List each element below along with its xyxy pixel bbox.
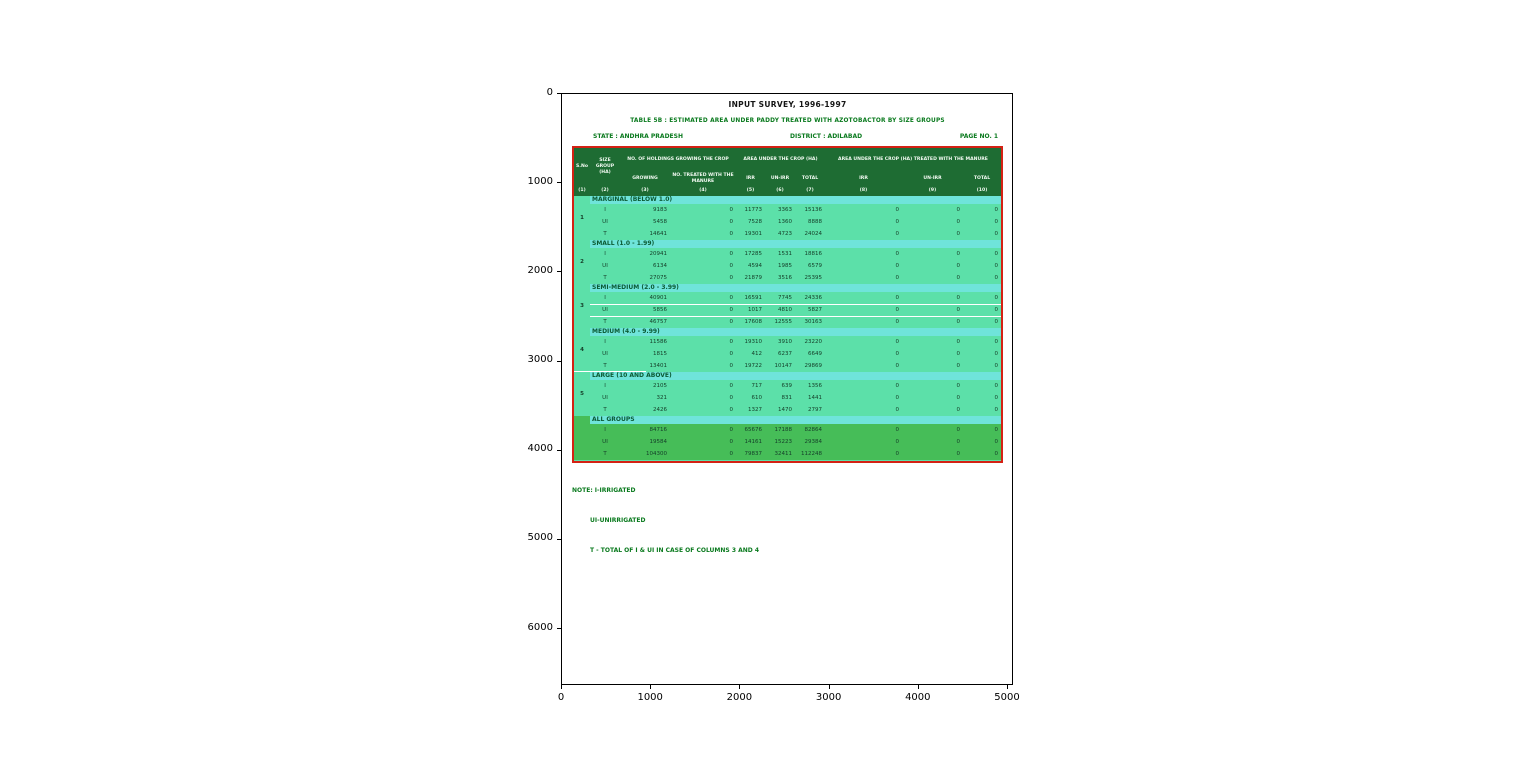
x-tick-label: 1000 bbox=[637, 692, 663, 703]
table-cell: 0 bbox=[994, 219, 998, 225]
table-cell: 1985 bbox=[778, 263, 792, 269]
x-tick-label: 3000 bbox=[815, 692, 842, 703]
x-tick-label: 2000 bbox=[726, 692, 753, 703]
size-group-section bbox=[574, 240, 1001, 284]
table-row bbox=[590, 404, 1001, 416]
table-cell: 0 bbox=[729, 395, 733, 401]
table-cell: 0 bbox=[994, 275, 998, 281]
table-cell: 0 bbox=[956, 351, 960, 357]
row-type-label: UI bbox=[602, 395, 608, 401]
header-column-number: (7) bbox=[806, 188, 814, 194]
row-type-label: UI bbox=[602, 439, 608, 445]
table-cell: 6649 bbox=[808, 351, 822, 357]
table-cell: 0 bbox=[729, 263, 733, 269]
table-cell: 0 bbox=[956, 319, 960, 325]
table-cell: 1470 bbox=[778, 407, 792, 413]
table-cell: 412 bbox=[751, 351, 762, 357]
table-cell: 0 bbox=[729, 219, 733, 225]
table-cell: 0 bbox=[994, 339, 998, 345]
size-group-label: SMALL (1.0 - 1.99) bbox=[590, 240, 1001, 248]
table-cell: 0 bbox=[956, 231, 960, 237]
note-line: T - TOTAL OF I & UI IN CASE OF COLUMNS 3 AND 4 bbox=[590, 547, 760, 554]
y-tick-label: 3000 bbox=[527, 354, 553, 365]
table-row bbox=[590, 360, 1001, 372]
table-cell: 5458 bbox=[653, 219, 667, 225]
table-cell: 0 bbox=[895, 351, 899, 357]
header-column-number: (10) bbox=[976, 188, 988, 194]
table-cell: 610 bbox=[751, 395, 762, 401]
table-cell: 0 bbox=[729, 407, 733, 413]
table-cell: 0 bbox=[994, 263, 998, 269]
row-type-label: T bbox=[603, 363, 607, 369]
header-column-number: (5) bbox=[746, 188, 755, 194]
header-unirr-2: UN-IRR bbox=[923, 176, 942, 182]
x-tick-label: 4000 bbox=[905, 692, 931, 703]
table-cell: 0 bbox=[729, 451, 733, 457]
header-total: TOTAL bbox=[801, 176, 819, 182]
table-cell: 0 bbox=[956, 207, 960, 213]
header-area-treated-group: AREA UNDER THE CROP (HA) TREATED WITH THE MANURE bbox=[838, 157, 988, 163]
table-cell: 0 bbox=[956, 427, 960, 433]
table-cell: 11586 bbox=[649, 339, 667, 345]
table-cell: 0 bbox=[994, 231, 998, 237]
table-cell: 0 bbox=[994, 307, 998, 313]
table-cell: 0 bbox=[956, 407, 960, 413]
table-cell: 1327 bbox=[748, 407, 762, 413]
table-cell: 6579 bbox=[808, 263, 822, 269]
header-column-number: (6) bbox=[776, 188, 784, 194]
size-group-label: MARGINAL (BELOW 1.0) bbox=[590, 196, 1001, 204]
header-irr-2: IRR bbox=[859, 176, 868, 182]
header-total-2: TOTAL bbox=[973, 176, 991, 182]
table-cell: 0 bbox=[729, 231, 733, 237]
table-cell: 0 bbox=[729, 351, 733, 357]
size-group-section bbox=[574, 196, 1001, 240]
header-holdings-group: NO. OF HOLDINGS GROWING THE CROP bbox=[627, 157, 729, 163]
header-column-number: (4) bbox=[699, 188, 707, 194]
table-cell: 0 bbox=[956, 219, 960, 225]
table-cell: 2426 bbox=[653, 407, 667, 413]
table-cell: 1531 bbox=[778, 251, 792, 257]
table-cell: 0 bbox=[994, 439, 998, 445]
serial-number: 1 bbox=[574, 196, 590, 240]
table-cell: 0 bbox=[956, 439, 960, 445]
table-cell: 1017 bbox=[748, 307, 762, 313]
x-tick-mark bbox=[561, 685, 562, 689]
table-cell: 0 bbox=[994, 395, 998, 401]
table-cell: 15136 bbox=[804, 207, 822, 213]
table-cell: 16591 bbox=[744, 295, 762, 301]
table-cell: 717 bbox=[751, 383, 762, 389]
table-cell: 0 bbox=[994, 427, 998, 433]
table-cell: 6134 bbox=[653, 263, 667, 269]
x-tick-mark bbox=[829, 685, 830, 689]
size-group-label: MEDIUM (4.0 - 9.99) bbox=[590, 328, 1001, 336]
header-area-group: AREA UNDER THE CROP (HA) bbox=[743, 157, 818, 163]
serial-number: 2 bbox=[574, 240, 590, 284]
table-cell: 0 bbox=[895, 251, 899, 257]
table-cell: 0 bbox=[729, 427, 733, 433]
table-row bbox=[590, 316, 1001, 328]
header-sno: S.No bbox=[575, 164, 589, 170]
table-cell: 0 bbox=[729, 339, 733, 345]
table-cell: 0 bbox=[895, 219, 899, 225]
table-cell: 0 bbox=[994, 207, 998, 213]
row-type-label: T bbox=[603, 451, 607, 457]
table-cell: 7528 bbox=[748, 219, 762, 225]
size-group-section bbox=[574, 416, 1001, 460]
table-row bbox=[590, 392, 1001, 404]
table-cell: 0 bbox=[729, 295, 733, 301]
header-treated: NO. TREATED WITH THE MANURE bbox=[672, 173, 734, 184]
table-cell: 0 bbox=[994, 295, 998, 301]
size-group-section bbox=[574, 328, 1001, 372]
header-unirr: UN-IRR bbox=[770, 176, 790, 182]
table-cell: 0 bbox=[729, 275, 733, 281]
table-cell: 104300 bbox=[646, 451, 667, 457]
table-cell: 15223 bbox=[774, 439, 792, 445]
row-type-label: I bbox=[604, 427, 606, 433]
table-cell: 24336 bbox=[804, 295, 822, 301]
table-cell: 0 bbox=[895, 263, 899, 269]
district-label: DISTRICT : ADILABAD bbox=[790, 133, 863, 140]
row-type-label: T bbox=[603, 275, 607, 281]
table-cell: 0 bbox=[956, 307, 960, 313]
y-tick-label: 0 bbox=[546, 86, 553, 98]
table-cell: 32411 bbox=[774, 451, 792, 457]
table-cell: 0 bbox=[956, 251, 960, 257]
y-tick-mark bbox=[557, 539, 561, 540]
table-cell: 9183 bbox=[653, 207, 667, 213]
table-cell: 4594 bbox=[748, 263, 762, 269]
table-row bbox=[590, 380, 1001, 392]
table-cell: 0 bbox=[994, 451, 998, 457]
table-cell: 19301 bbox=[744, 231, 762, 237]
table-row bbox=[590, 292, 1001, 304]
row-type-label: UI bbox=[602, 219, 608, 225]
table-cell: 40901 bbox=[649, 295, 667, 301]
x-tick-label: 0 bbox=[557, 692, 565, 703]
table-cell: 4723 bbox=[778, 231, 792, 237]
header-size-group: SIZE GROUP (HA) bbox=[595, 158, 615, 175]
y-tick-mark bbox=[557, 271, 561, 272]
note-line: UI-UNIRRIGATED bbox=[590, 517, 646, 524]
table-cell: 0 bbox=[956, 263, 960, 269]
x-tick-mark bbox=[650, 685, 651, 689]
serial-number: 4 bbox=[574, 328, 590, 372]
table-cell: 29869 bbox=[804, 363, 822, 369]
table-cell: 7745 bbox=[778, 295, 792, 301]
table-cell: 19722 bbox=[744, 363, 762, 369]
table-cell: 0 bbox=[729, 439, 733, 445]
y-tick-label: 1000 bbox=[527, 175, 553, 187]
table-cell: 19310 bbox=[744, 339, 762, 345]
row-type-label: UI bbox=[602, 307, 608, 313]
table-row bbox=[590, 424, 1001, 436]
table-cell: 2797 bbox=[808, 407, 822, 413]
table-cell: 12555 bbox=[774, 319, 792, 325]
y-tick-mark bbox=[557, 628, 561, 629]
document-meta-row bbox=[572, 133, 1003, 143]
row-type-label: I bbox=[604, 207, 606, 213]
table-cell: 0 bbox=[895, 307, 899, 313]
row-type-label: T bbox=[603, 231, 607, 237]
table-cell: 0 bbox=[956, 383, 960, 389]
table-cell: 0 bbox=[895, 319, 899, 325]
table-cell: 831 bbox=[781, 395, 792, 401]
x-tick-mark bbox=[1007, 685, 1008, 689]
size-group-label: ALL GROUPS bbox=[590, 416, 1001, 424]
serial-number: 5 bbox=[574, 372, 590, 416]
table-cell: 0 bbox=[994, 319, 998, 325]
table-cell: 5856 bbox=[653, 307, 667, 313]
table-cell: 1815 bbox=[653, 351, 667, 357]
table-cell: 0 bbox=[729, 363, 733, 369]
header-irr: IRR bbox=[746, 176, 755, 182]
table-cell: 3363 bbox=[778, 207, 792, 213]
table-cell: 3910 bbox=[778, 339, 792, 345]
size-group-section bbox=[574, 284, 1001, 328]
table-cell: 0 bbox=[895, 363, 899, 369]
table-cell: 3516 bbox=[778, 275, 792, 281]
table-cell: 2105 bbox=[653, 383, 667, 389]
table-cell: 82864 bbox=[804, 427, 822, 433]
y-tick-mark bbox=[557, 450, 561, 451]
page-number-label: PAGE NO. 1 bbox=[959, 133, 998, 140]
table-cell: 17285 bbox=[744, 251, 762, 257]
table-cell: 0 bbox=[956, 339, 960, 345]
table-cell: 46757 bbox=[649, 319, 667, 325]
table-body bbox=[574, 196, 1001, 460]
table-cell: 0 bbox=[729, 251, 733, 257]
serial-number bbox=[574, 416, 590, 460]
table-cell: 0 bbox=[956, 451, 960, 457]
table-cell: 0 bbox=[994, 251, 998, 257]
table-header bbox=[574, 148, 1001, 196]
row-type-label: T bbox=[603, 319, 607, 325]
table-cell: 23220 bbox=[804, 339, 822, 345]
row-type-label: T bbox=[603, 407, 607, 413]
size-group-label: SEMI-MEDIUM (2.0 - 3.99) bbox=[590, 284, 1001, 292]
serial-number: 3 bbox=[574, 284, 590, 328]
table-cell: 65676 bbox=[744, 427, 762, 433]
header-column-number: (3) bbox=[641, 188, 649, 194]
table-row bbox=[590, 216, 1001, 228]
document-title: INPUT SURVEY, 1996-1997 bbox=[728, 100, 847, 109]
table-cell: 0 bbox=[729, 319, 733, 325]
y-tick-label: 4000 bbox=[527, 443, 553, 455]
table-cell: 0 bbox=[994, 407, 998, 413]
table-cell: 0 bbox=[895, 427, 899, 433]
table-cell: 0 bbox=[994, 363, 998, 369]
table-cell: 0 bbox=[729, 307, 733, 313]
table-cell: 0 bbox=[956, 363, 960, 369]
table-row bbox=[590, 228, 1001, 240]
table-row bbox=[590, 204, 1001, 216]
table-cell: 0 bbox=[994, 351, 998, 357]
table-cell: 84716 bbox=[649, 427, 667, 433]
table-cell: 0 bbox=[994, 383, 998, 389]
table-cell: 21879 bbox=[744, 275, 762, 281]
table-cell: 29384 bbox=[804, 439, 822, 445]
y-tick-label: 5000 bbox=[527, 532, 553, 544]
table-cell: 0 bbox=[895, 295, 899, 301]
table-row bbox=[590, 436, 1001, 448]
row-type-label: UI bbox=[602, 351, 608, 357]
header-column-number: (1) bbox=[578, 188, 586, 194]
row-type-label: I bbox=[604, 339, 606, 345]
table-cell: 13401 bbox=[649, 363, 667, 369]
table-cell: 321 bbox=[656, 395, 667, 401]
table-cell: 19584 bbox=[649, 439, 667, 445]
table-row bbox=[590, 448, 1001, 460]
survey-table bbox=[572, 146, 1003, 463]
table-cell: 0 bbox=[895, 339, 899, 345]
row-type-label: UI bbox=[602, 263, 608, 269]
table-cell: 0 bbox=[956, 275, 960, 281]
table-cell: 0 bbox=[895, 383, 899, 389]
size-group-label: LARGE (10 AND ABOVE) bbox=[590, 372, 1001, 380]
table-cell: 0 bbox=[895, 439, 899, 445]
table-cell: 0 bbox=[956, 295, 960, 301]
table-notes bbox=[572, 466, 759, 576]
header-column-number: (8) bbox=[859, 188, 868, 194]
y-tick-mark bbox=[557, 93, 561, 94]
table-cell: 4810 bbox=[778, 307, 792, 313]
header-column-number: (2) bbox=[601, 188, 609, 194]
table-cell: 30163 bbox=[804, 319, 822, 325]
note-line: NOTE: I-IRRIGATED bbox=[572, 487, 636, 494]
table-cell: 1356 bbox=[808, 383, 822, 389]
table-cell: 639 bbox=[781, 383, 792, 389]
header-column-number: (9) bbox=[928, 188, 937, 194]
table-row bbox=[590, 336, 1001, 348]
x-tick-mark bbox=[918, 685, 919, 689]
header-growing: GROWING bbox=[632, 176, 658, 182]
row-type-label: I bbox=[604, 295, 606, 301]
table-cell: 79837 bbox=[744, 451, 762, 457]
row-type-label: I bbox=[604, 251, 606, 257]
table-row bbox=[590, 248, 1001, 260]
table-cell: 0 bbox=[895, 395, 899, 401]
state-label: STATE : ANDHRA PRADESH bbox=[593, 133, 683, 140]
y-tick-mark bbox=[557, 361, 561, 362]
table-cell: 0 bbox=[895, 207, 899, 213]
table-cell: 0 bbox=[895, 231, 899, 237]
table-cell: 25395 bbox=[804, 275, 822, 281]
table-row bbox=[590, 348, 1001, 360]
table-cell: 14161 bbox=[744, 439, 762, 445]
x-tick-label: 5000 bbox=[994, 692, 1020, 703]
table-cell: 17188 bbox=[774, 427, 792, 433]
table-cell: 27075 bbox=[649, 275, 667, 281]
table-cell: 0 bbox=[895, 407, 899, 413]
y-tick-label: 2000 bbox=[527, 264, 553, 276]
table-cell: 6237 bbox=[778, 351, 792, 357]
table-cell: 0 bbox=[895, 451, 899, 457]
table-cell: 10147 bbox=[774, 363, 792, 369]
table-cell: 24024 bbox=[804, 231, 822, 237]
table-row bbox=[590, 260, 1001, 272]
table-cell: 1441 bbox=[808, 395, 822, 401]
table-cell: 8888 bbox=[808, 219, 822, 225]
table-cell: 0 bbox=[956, 395, 960, 401]
table-cell: 17608 bbox=[744, 319, 762, 325]
table-cell: 0 bbox=[729, 383, 733, 389]
table-cell: 1360 bbox=[778, 219, 792, 225]
table-row bbox=[590, 272, 1001, 284]
x-tick-mark bbox=[739, 685, 740, 689]
table-cell: 0 bbox=[895, 275, 899, 281]
table-cell: 11773 bbox=[744, 207, 762, 213]
row-type-label: I bbox=[604, 383, 606, 389]
y-tick-label: 6000 bbox=[527, 621, 553, 633]
table-cell: 112248 bbox=[801, 451, 822, 457]
table-cell: 18816 bbox=[804, 251, 822, 257]
table-cell: 0 bbox=[729, 207, 733, 213]
table-row bbox=[590, 304, 1001, 316]
y-tick-mark bbox=[557, 182, 561, 183]
table-cell: 5827 bbox=[808, 307, 822, 313]
table-cell: 14641 bbox=[649, 231, 667, 237]
table-cell: 20941 bbox=[649, 251, 667, 257]
document-subtitle: TABLE 5B : ESTIMATED AREA UNDER PADDY TREATED WITH AZOTOBACTOR BY SIZE GROUPS bbox=[630, 118, 945, 124]
size-group-section bbox=[574, 372, 1001, 416]
